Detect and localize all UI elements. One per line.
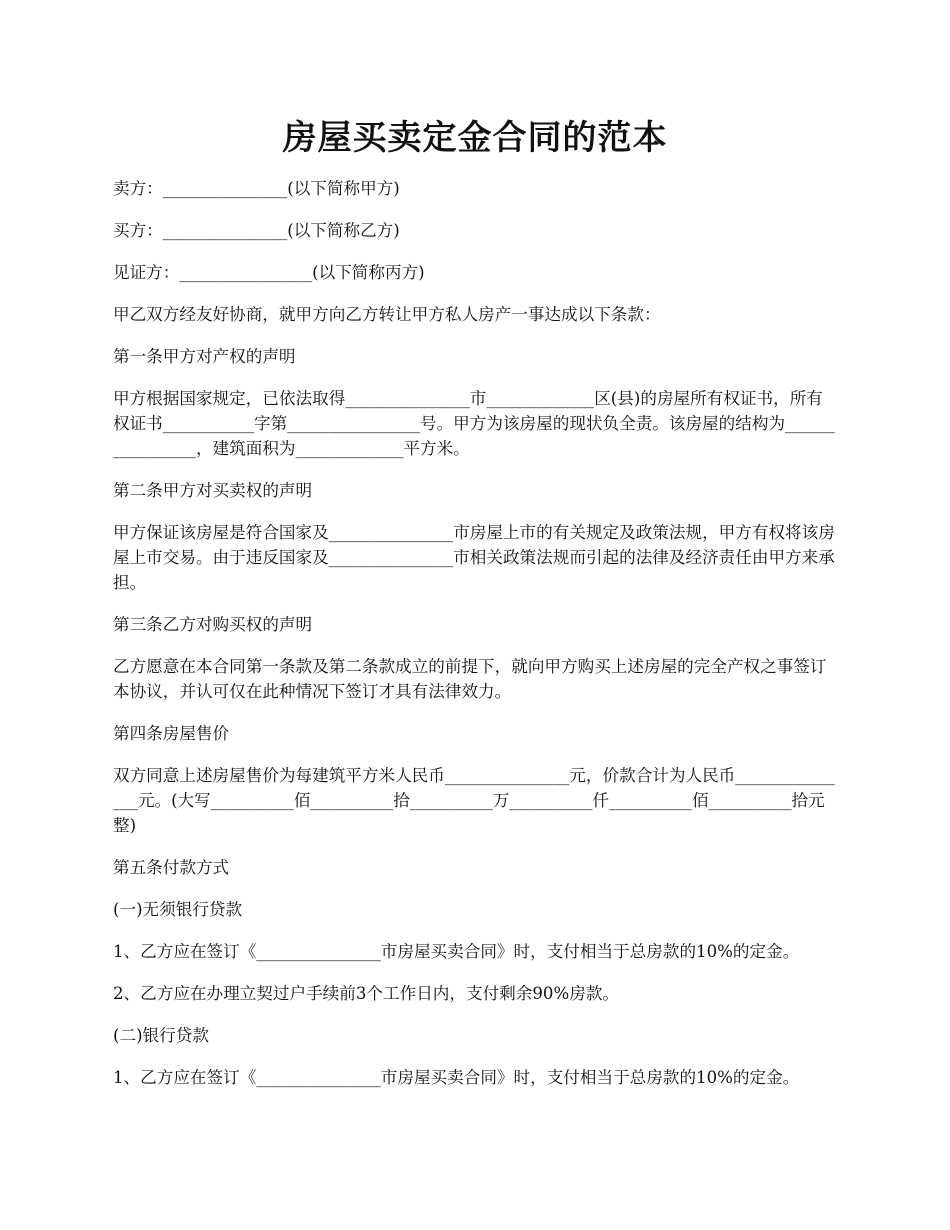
document-body xyxy=(113,176,839,1107)
payment-option-1-item-2: 2、乙方应在办理立契过户手续前3个工作日内，支付剩余90%房款。 xyxy=(113,984,620,1003)
seller-line: 卖方：_______________(以下简称甲方) xyxy=(113,179,400,198)
article-4-text: 双方同意上述房屋售价为每建筑平方米人民币_______________元，价款合计为人民币_______________元。(大写__________佰__________拾__________万__________仟__________佰__________拾元整) xyxy=(113,766,835,835)
payment-option-1-item-1: 1、乙方应在签订《_______________市房屋买卖合同》时，支付相当于总房款的10%的定金。 xyxy=(113,942,800,961)
article-2-heading: 第二条甲方对买卖权的声明 xyxy=(113,481,313,500)
article-4-heading: 第四条房屋售价 xyxy=(113,724,230,743)
payment-option-2-item-1: 1、乙方应在签订《_______________市房屋买卖合同》时，支付相当于总房款的10%的定金。 xyxy=(113,1068,800,1087)
article-5-heading: 第五条付款方式 xyxy=(113,858,230,877)
article-3-text: 乙方愿意在本合同第一条款及第二条款成立的前提下，就向甲方购买上述房屋的完全产权之事签订本协议，并认可仅在此种情况下签订才具有法律效力。 xyxy=(113,657,827,701)
buyer-line: 买方：_______________(以下简称乙方) xyxy=(113,221,400,240)
witness-line: 见证方：________________(以下简称丙方) xyxy=(113,263,425,282)
article-3-heading: 第三条乙方对购买权的声明 xyxy=(113,615,313,634)
article-1-heading: 第一条甲方对产权的声明 xyxy=(113,347,296,366)
payment-option-2-heading: (二)银行贷款 xyxy=(113,1026,209,1045)
payment-option-1-heading: (一)无须银行贷款 xyxy=(113,900,243,919)
article-2-text: 甲方保证该房屋是符合国家及_______________市房屋上市的有关规定及政策法规，甲方有权将该房屋上市交易。由于违反国家及_______________市相关政策法规而引起的法律及经济责任由甲方来承担。 xyxy=(113,523,835,592)
article-1-text: 甲方根据国家规定，已依法取得_______________市_____________区(县)的房屋所有权证书，所有权证书___________字第________________号。甲方为该房屋的现状负全责。该房屋的结构为________________，建筑面积为_____________平方米。 xyxy=(113,389,835,458)
document-title: 房屋买卖定金合同的范本 xyxy=(282,118,668,158)
intro-paragraph: 甲乙双方经友好协商，就甲方向乙方转让甲方私人房产一事达成以下条款： xyxy=(113,305,661,324)
